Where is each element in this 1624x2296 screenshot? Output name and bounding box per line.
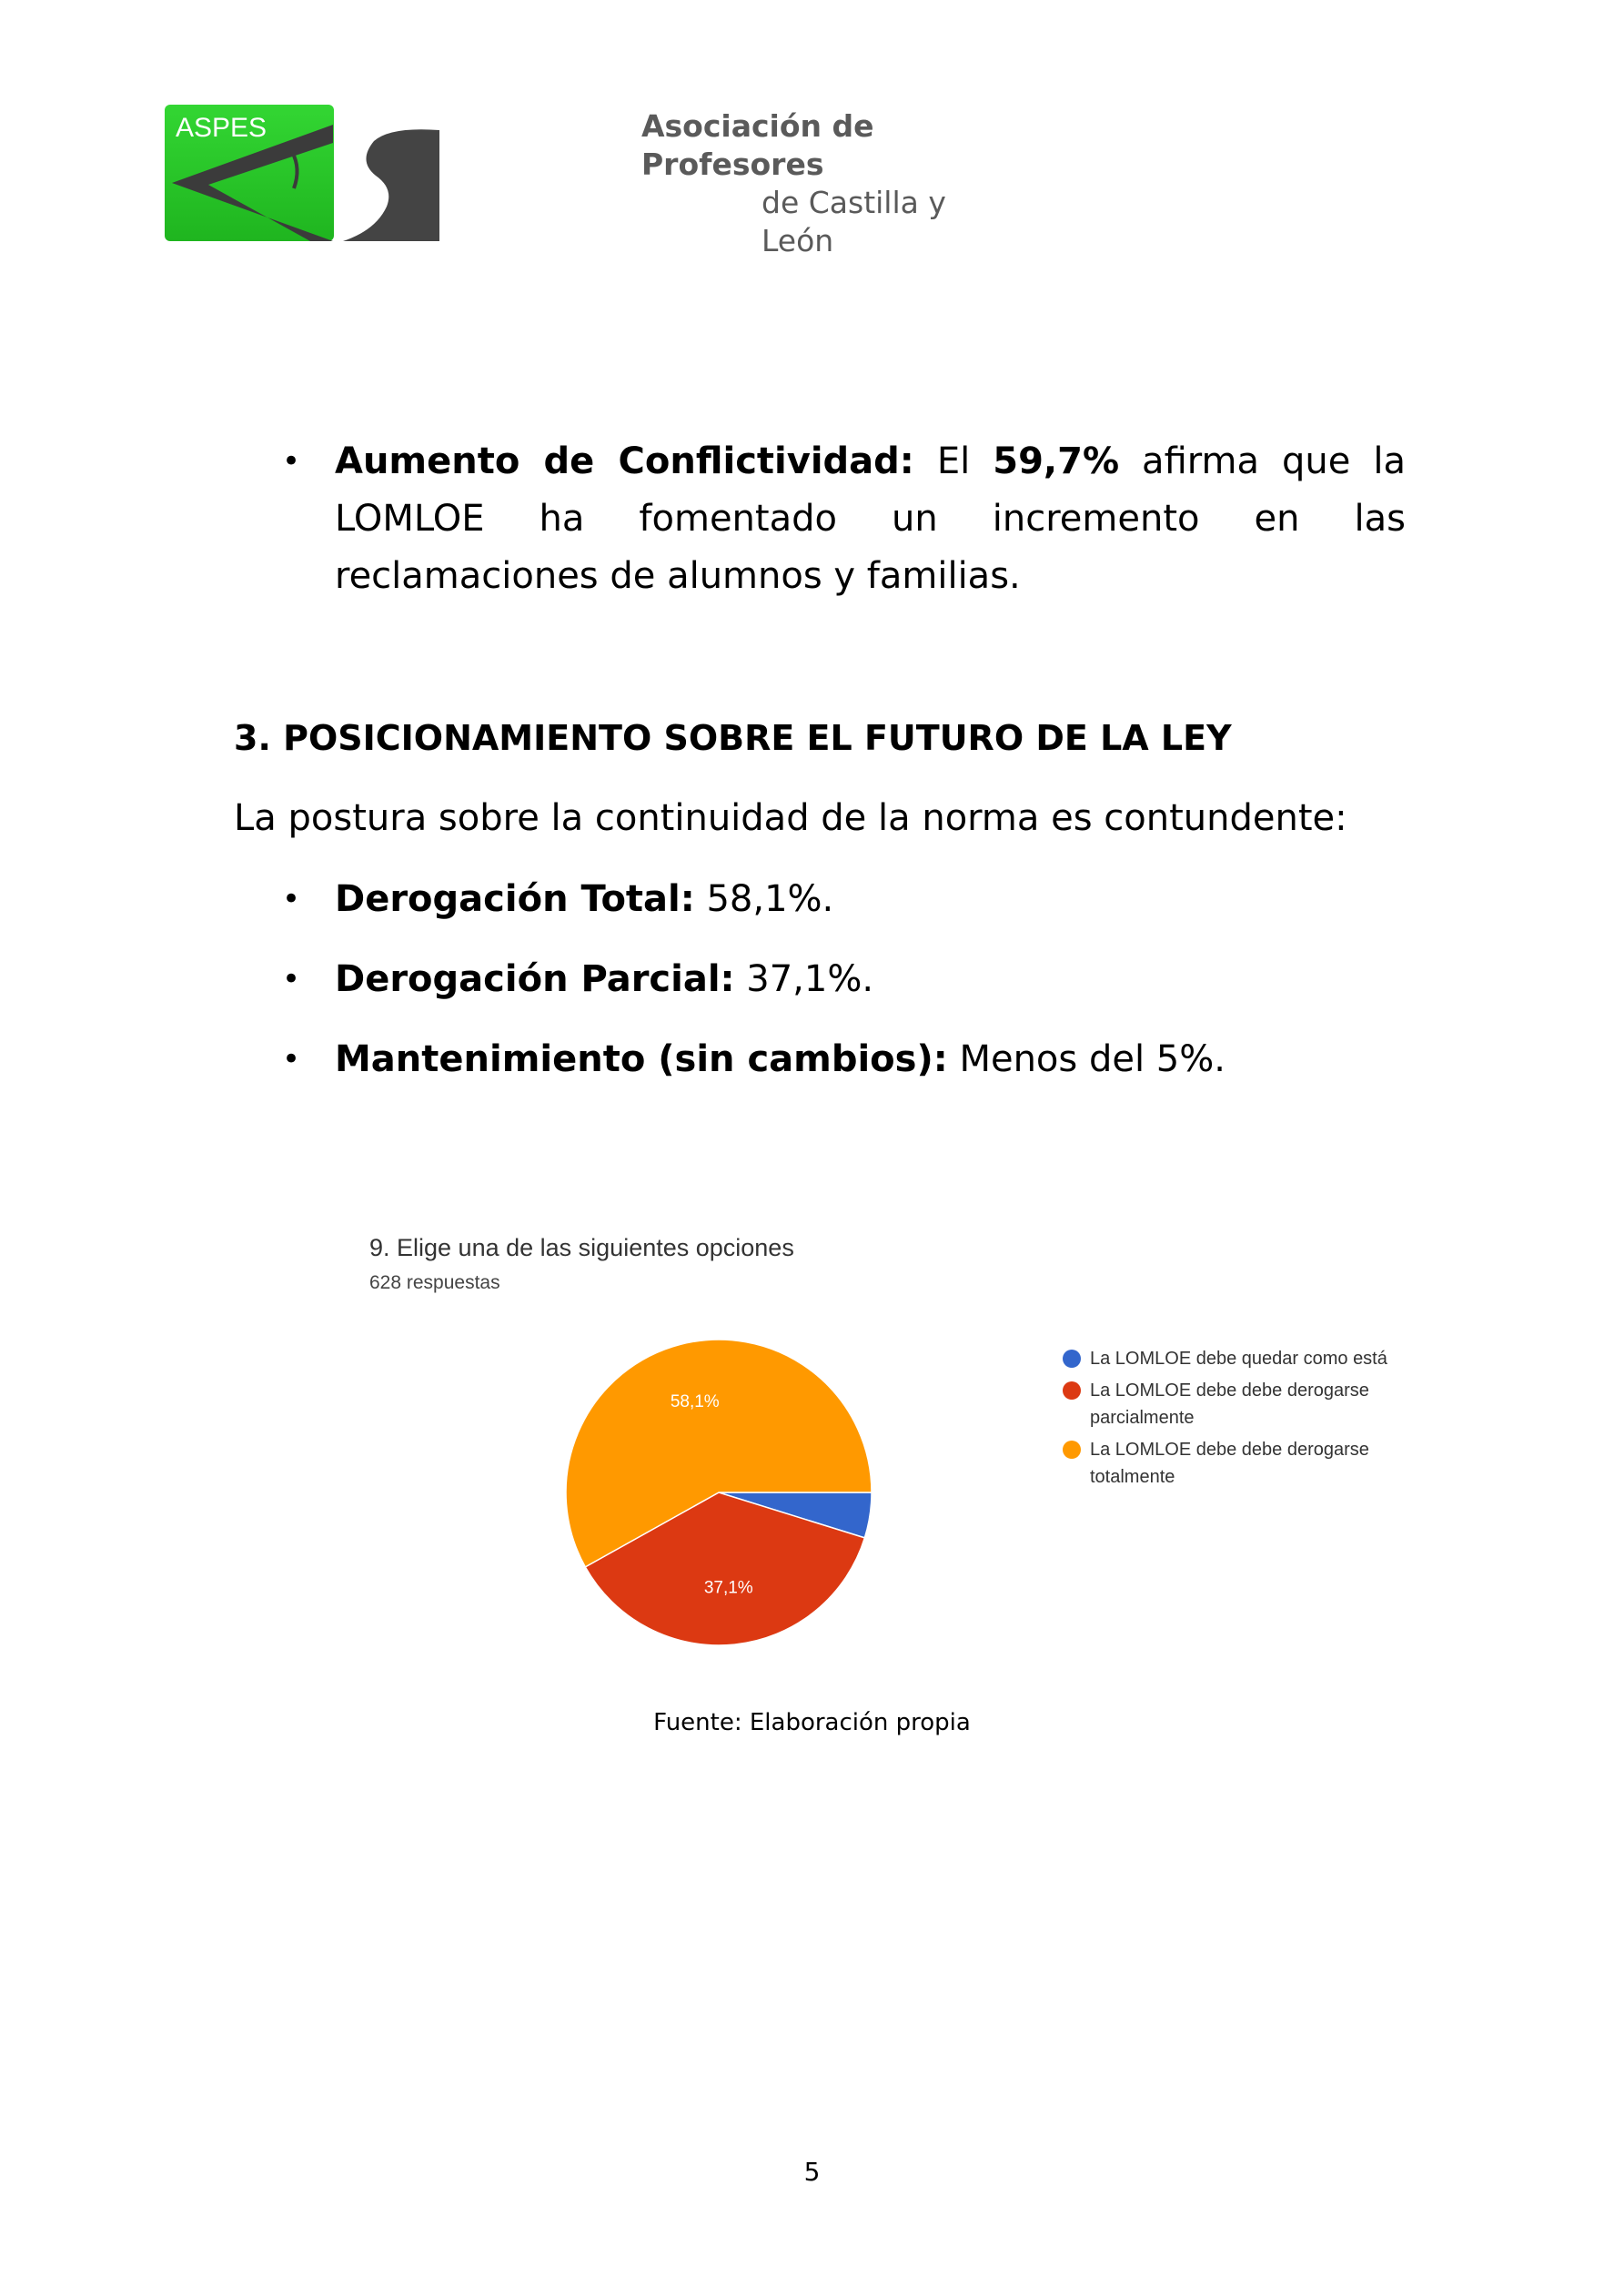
- bullet-label: Derogación Parcial:: [335, 958, 735, 1000]
- legend-item: [1063, 1377, 1427, 1431]
- page-number: 5: [803, 2157, 821, 2187]
- org-name-line-1: Asociación de Profesores: [641, 108, 874, 182]
- legend-label: La LOMLOE debe debe derogarse parcialmente: [1090, 1381, 1369, 1428]
- chart-legend: [1063, 1345, 1427, 1495]
- organization-name: [641, 107, 1005, 260]
- pie-slice-label: 37,1%: [703, 1578, 753, 1598]
- bullet-derogacion-total: [335, 876, 1406, 922]
- bullet-conflictividad: [335, 433, 1406, 605]
- bullet-text: 58,1%.: [694, 878, 834, 920]
- org-name-line-2: de Castilla y León: [762, 185, 946, 258]
- bullet-label: Aumento de Conflictividad:: [335, 440, 914, 482]
- bullet-mantenimiento: [335, 1037, 1406, 1082]
- legend-swatch: [1063, 1441, 1081, 1459]
- bullet-text: afirma que la LOMLOE ha fomentado un incremento en las reclamaciones de alumnos y familias.: [335, 440, 1407, 597]
- section-intro: La postura sobre la continuidad de la norma es contundente:: [234, 797, 1347, 839]
- bullet-text: Menos del 5%.: [947, 1038, 1226, 1080]
- pie-chart: [564, 1338, 873, 1647]
- legend-item: [1063, 1436, 1427, 1491]
- legend-swatch: [1063, 1381, 1081, 1400]
- bullet-text: 37,1%.: [734, 958, 874, 1000]
- figure-caption: Fuente: Elaboración propia: [653, 1709, 971, 1736]
- bullet-derogacion-parcial: [335, 956, 1406, 1002]
- svg-text:ASPES: ASPES: [176, 113, 267, 143]
- chart-title: 9. Elige una de las siguientes opciones: [369, 1234, 794, 1261]
- bullet-text: El: [913, 440, 994, 482]
- bullet-label: Mantenimiento (sin cambios):: [335, 1038, 948, 1080]
- chart-response-count: 628 respuestas: [369, 1272, 500, 1293]
- pie-slice-label: 58,1%: [670, 1392, 720, 1412]
- legend-swatch: [1063, 1350, 1081, 1368]
- bullet-value: 59,7%: [993, 440, 1120, 482]
- aspes-logo: [165, 105, 439, 241]
- section-heading: 3. POSICIONAMIENTO SOBRE EL FUTURO DE LA LEY: [234, 718, 1232, 758]
- bullet-label: Derogación Total:: [335, 878, 695, 920]
- legend-item: [1063, 1345, 1427, 1372]
- legend-label: La LOMLOE debe debe derogarse totalmente: [1090, 1440, 1369, 1487]
- legend-label: La LOMLOE debe quedar como está: [1090, 1349, 1387, 1369]
